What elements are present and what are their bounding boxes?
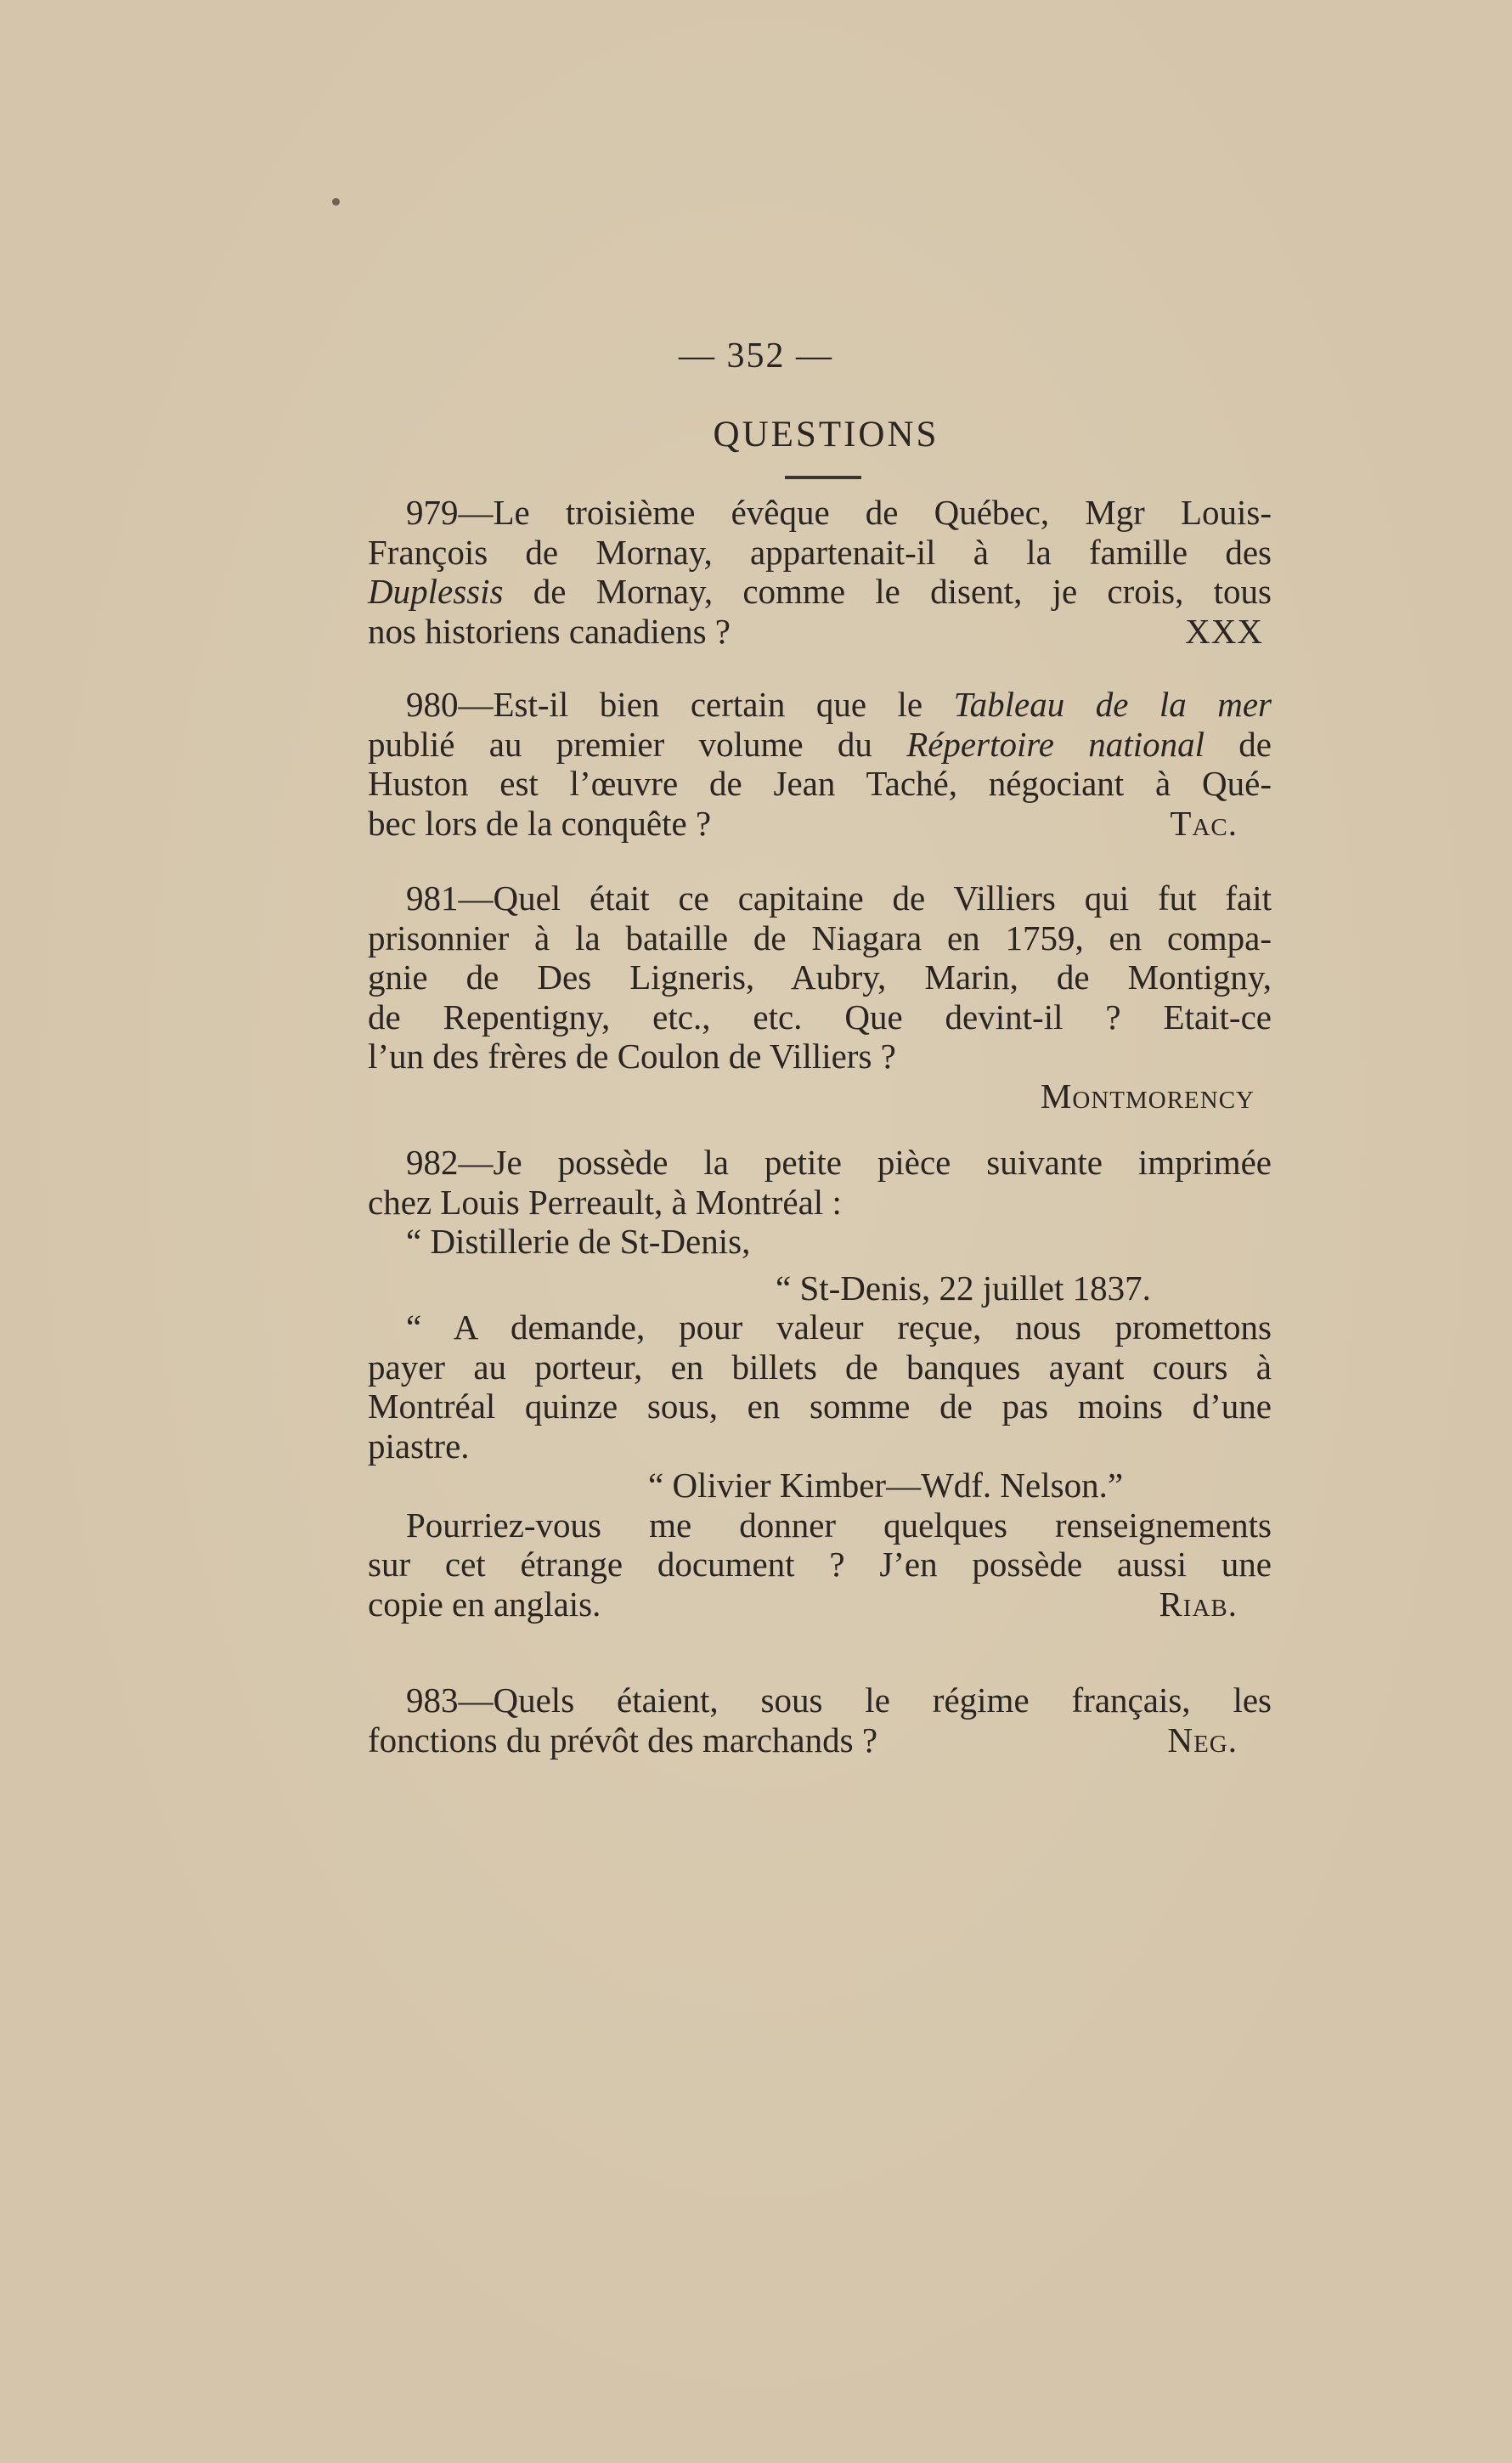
italic-title: Répertoire national bbox=[906, 724, 1205, 764]
question-982-last-line bbox=[368, 1585, 1272, 1624]
question-983-last-line bbox=[368, 1720, 1272, 1760]
question-979 bbox=[368, 493, 1272, 651]
quoted-line: “ A demande, pour valeur reçue, nous promettons bbox=[406, 1308, 1272, 1347]
signature: Montmorency bbox=[1040, 1076, 1255, 1116]
question-982-line: chez Louis Perreault, à Montréal : bbox=[368, 1182, 842, 1222]
heading-rule bbox=[785, 476, 861, 479]
question-979-line: nos historiens canadiens ? bbox=[368, 611, 731, 651]
quoted-line: Montréal quinze sous, en somme de pas moins d’une bbox=[368, 1387, 1272, 1426]
text-run: de Mornay, comme le disent, je crois, tous bbox=[503, 572, 1272, 611]
quoted-line: payer au porteur, en billets de banques ayant cours à bbox=[368, 1347, 1272, 1387]
signature: XXX bbox=[1185, 611, 1263, 651]
signature: Tac. bbox=[1170, 803, 1238, 843]
quoted-line: “ Distillerie de St-Denis, bbox=[406, 1222, 751, 1261]
italic-title: Tableau de la mer bbox=[953, 685, 1272, 724]
question-979-line bbox=[368, 572, 1272, 612]
quoted-line: piastre. bbox=[368, 1426, 470, 1466]
text-run: publié au premier volume du bbox=[368, 724, 907, 764]
quoted-signature: “ Olivier Kimber—Wdf. Nelson.” bbox=[648, 1466, 1124, 1505]
question-980 bbox=[368, 685, 1272, 843]
question-980-line bbox=[368, 685, 1272, 725]
page-number: — 352 — bbox=[679, 336, 833, 376]
text-run: 980—Est-il bien certain que le bbox=[406, 685, 954, 724]
question-981-line: prisonnier à la bataille de Niagara en 1759, en compa- bbox=[368, 918, 1272, 958]
question-981-line: gnie de Des Ligneris, Aubry, Marin, de Montigny, bbox=[368, 958, 1272, 997]
italic-name: Duplessis bbox=[368, 572, 504, 611]
question-979-last-line bbox=[368, 612, 1272, 652]
paper-speck bbox=[332, 198, 340, 206]
question-982-line: 982—Je possède la petite pièce suivante imprimée bbox=[406, 1143, 1272, 1182]
question-980-line bbox=[368, 725, 1272, 765]
question-980-last-line bbox=[368, 804, 1272, 844]
signature: Neg. bbox=[1167, 1720, 1238, 1760]
question-981-line: l’un des frères de Coulon de Villiers ? bbox=[368, 1037, 896, 1076]
question-979-line: François de Mornay, appartenait-il à la famille des bbox=[368, 532, 1272, 572]
question-983-line: 983—Quels étaient, sous le régime français, les bbox=[406, 1681, 1272, 1720]
question-982-line: Pourriez-vous me donner quelques renseignements bbox=[406, 1505, 1272, 1545]
question-981-line: 981—Quel était ce capitaine de Villiers qui fut fait bbox=[406, 878, 1272, 918]
question-982-line: copie en anglais. bbox=[368, 1584, 601, 1624]
signature: Riab. bbox=[1159, 1584, 1238, 1624]
question-983 bbox=[368, 1681, 1272, 1760]
question-983-line: fonctions du prévôt des marchands ? bbox=[368, 1720, 878, 1760]
question-981-line: de Repentigny, etc., etc. Que devint-il ? Etait-ce bbox=[368, 997, 1272, 1037]
question-981 bbox=[368, 878, 1272, 1116]
question-980-line: Huston est l’œuvre de Jean Taché, négociant à Qué- bbox=[368, 764, 1272, 803]
text-run: de bbox=[1204, 724, 1272, 764]
quoted-date: “ St-Denis, 22 juillet 1837. bbox=[776, 1268, 1151, 1308]
question-979-line: 979—Le troisième évêque de Québec, Mgr Louis- bbox=[406, 493, 1272, 532]
question-982 bbox=[368, 1143, 1272, 1624]
section-heading: QUESTIONS bbox=[713, 415, 939, 455]
question-982-line: sur cet étrange document ? J’en possède aussi une bbox=[368, 1545, 1272, 1584]
question-980-line: bec lors de la conquête ? bbox=[368, 803, 712, 843]
